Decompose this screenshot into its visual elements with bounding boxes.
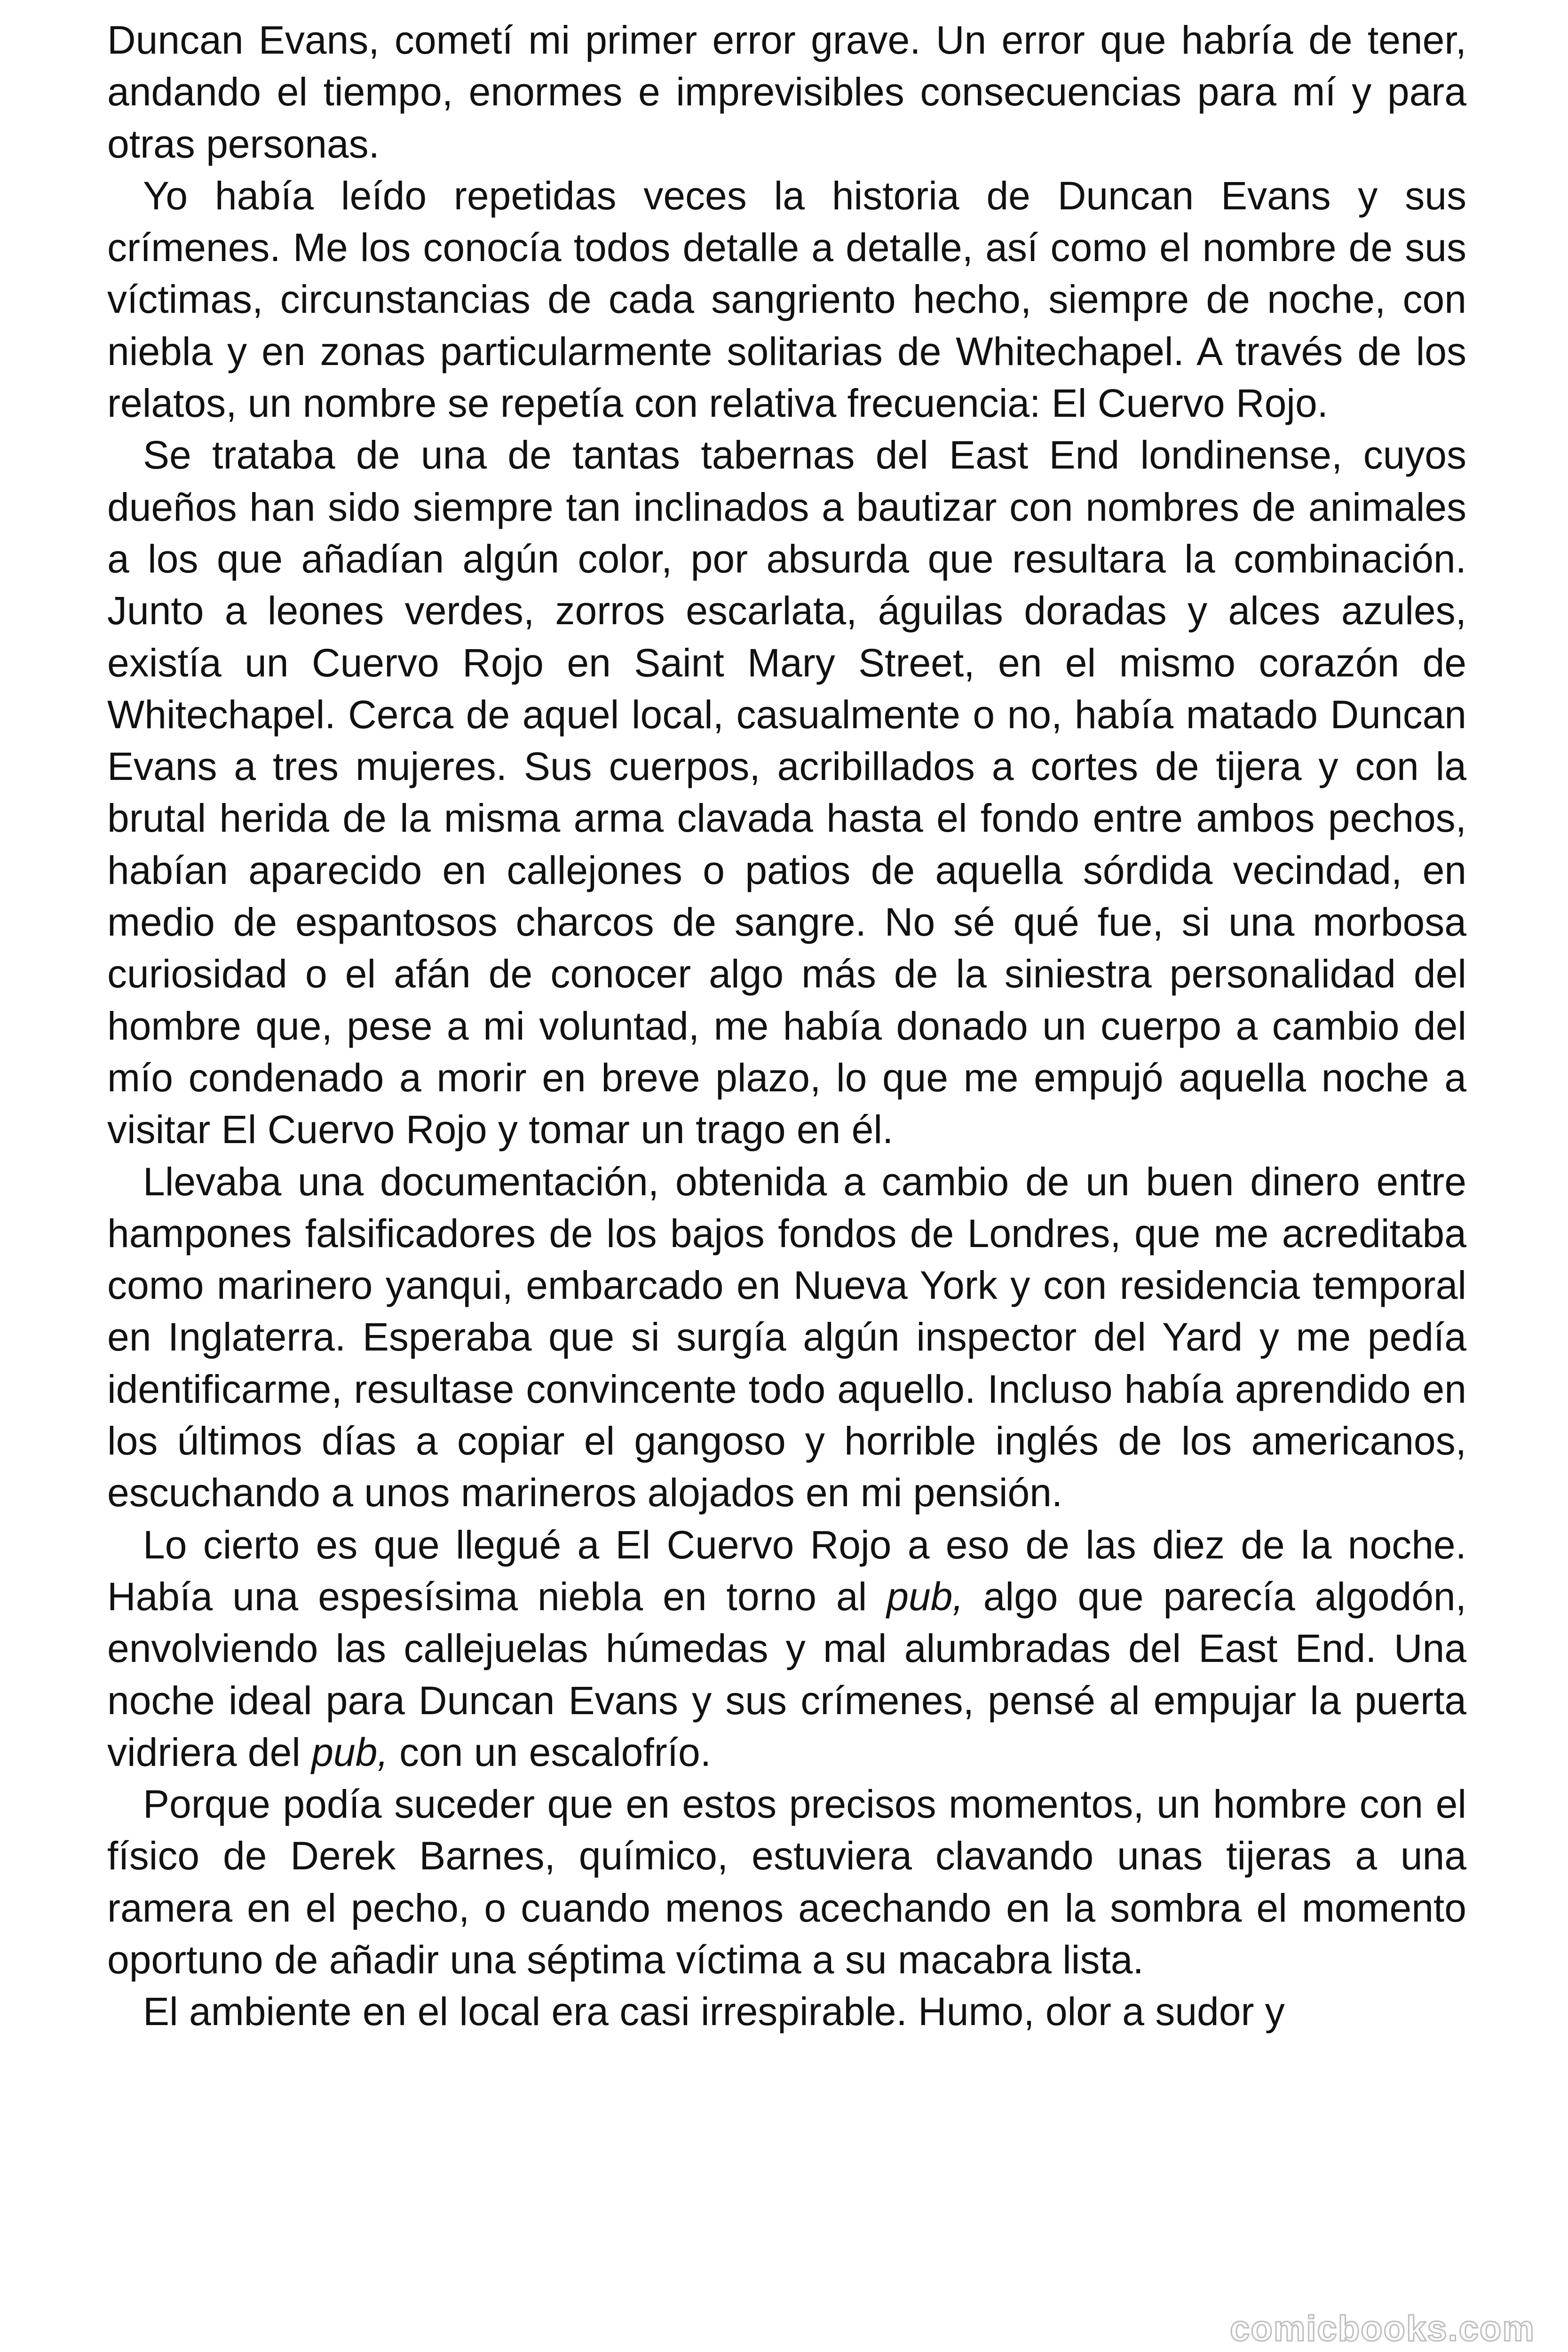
paragraph-text: Yo había leído repetidas veces la historia de Duncan Evans y sus crímenes. Me los conocía todos detalle a detalle, así como el nombre de sus víctimas, circunstancias de cada sangriento hecho, siempre de noche, con niebla y en zonas particularmente solitarias de Whitechapel. A través de los relatos, un nombre se repetía con relativa frecuencia: El Cuervo Rojo. [107,173,1466,426]
paragraph-text: algo que parecía algodón, envolviendo las callejuelas húmedas y mal alumbradas del East End. Una noche ideal para Duncan Evans y sus crímenes, pensé al empujar la puerta vidriera del [107,1574,1466,1774]
watermark-logo: comicbooks.com [1230,2309,1535,2349]
paragraph-text: Duncan Evans, cometí mi primer error grave. Un error que habría de tener, andando el tiempo, enormes e imprevisibles consecuencias para mí y para otras personas. [107,18,1466,166]
paragraph-text: Llevaba una documentación, obtenida a cambio de un buen dinero entre hampones falsificadores de los bajos fondos de Londres, que me acreditaba como marinero yanqui, embarcado en Nueva York y con residencia temporal en Inglaterra. Esperaba que si surgía algún inspector del Yard y me pedía identificarme, resultase convincente todo aquello. Incluso había aprendido en los últimos días a copiar el gangoso y horrible inglés de los americanos, escuchando a unos marineros alojados en mi pensión. [107,1159,1466,1515]
paragraph-3 [107,429,1466,1155]
paragraph-text: Se trataba de una de tantas tabernas del East End londinense, cuyos dueños han sido siempre tan inclinados a bautizar con nombres de animales a los que añadían algún color, por absurda que resultara la combinación. Junto a leones verdes, zorros escarlata, águilas doradas y alces azules, existía un Cuervo Rojo en Saint Mary Street, en el mismo corazón de Whitechapel. Cerca de aquel local, casualmente o no, había matado Duncan Evans a tres mujeres. Sus cuerpos, acribillados a cortes de tijera y con la brutal herida de la misma arma clavada hasta el fondo entre ambos pechos, habían aparecido en callejones o patios de aquella sórdida vecindad, en medio de espantosos charcos de sangre. No sé qué fue, si una morbosa curiosidad o el afán de conocer algo más de la siniestra personalidad del hombre que, pese a mi voluntad, me había donado un cuerpo a cambio del mío condenado a morir en breve plazo, lo que me empujó aquella noche a visitar El Cuervo Rojo y tomar un trago en él. [107,433,1466,1152]
paragraph-text: con un escalofrío. [388,1730,712,1774]
italic-word: pub, [887,1574,964,1619]
paragraph-1 [107,14,1466,170]
paragraph-7 [107,1986,1466,2037]
italic-word: pub, [311,1730,388,1774]
paragraph-text: El ambiente en el local era casi irrespirable. Humo, olor a sudor y [143,1989,1285,2034]
paragraph-text: Porque podía suceder que en estos precisos momentos, un hombre con el físico de Derek Barnes, químico, estuviera clavando unas tijeras a una ramera en el pecho, o cuando menos acechando en la sombra el momento oportuno de añadir una séptima víctima a su macabra lista. [107,1782,1466,1982]
paragraph-4 [107,1156,1466,1519]
paragraph-text: Lo cierto es que llegué a El Cuervo Rojo a eso de las diez de la noche. Había una espesísima niebla en torno al [107,1522,1466,1619]
paragraph-2 [107,170,1466,429]
book-page [107,14,1466,2038]
paragraph-6 [107,1778,1466,1986]
paragraph-5 [107,1519,1466,1778]
